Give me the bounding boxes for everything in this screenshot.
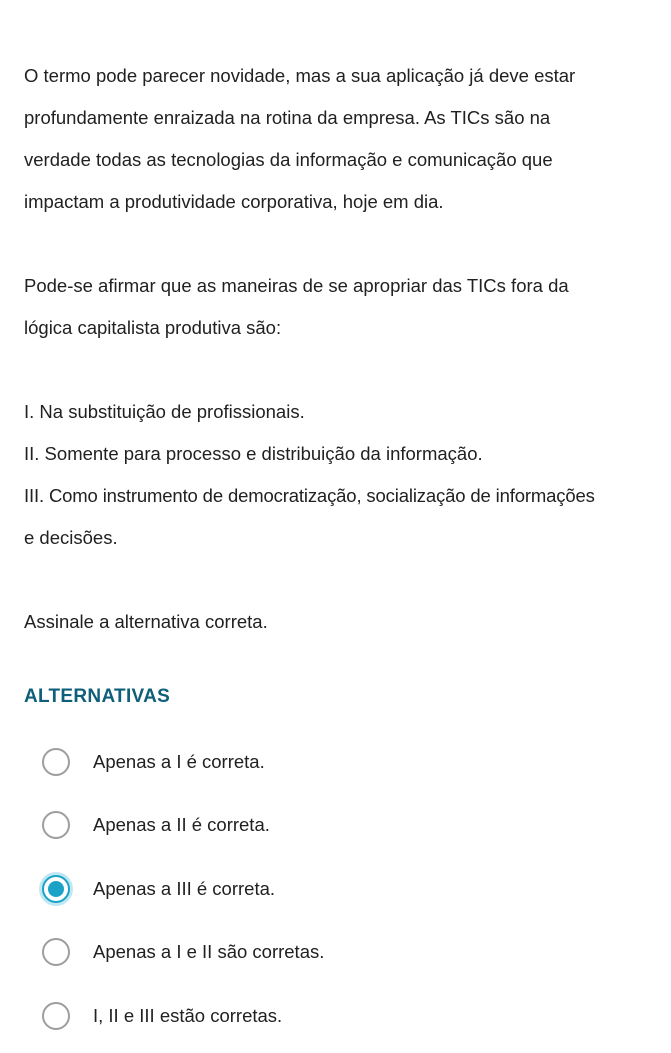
- radio-button[interactable]: [42, 811, 70, 839]
- question-line: Pode-se afirmar que as maneiras de se apropriar das TICs fora da: [24, 275, 569, 296]
- intro-line: verdade todas as tecnologias da informação e comunicação que: [24, 149, 553, 170]
- intro-line: impactam a produtividade corporativa, hoje em dia.: [24, 191, 444, 212]
- alternative-option-5[interactable]: [42, 984, 642, 1048]
- intro-line: profundamente enraizada na rotina da empresa. As TICs são na: [24, 107, 551, 128]
- radio-button[interactable]: [42, 938, 70, 966]
- statement-line: III. Como instrumento de democratização, socialização de informações: [24, 485, 595, 506]
- alternative-label: Apenas a I é correta.: [93, 750, 265, 772]
- radio-button[interactable]: [42, 1002, 70, 1030]
- statement-line: I. Na substituição de profissionais.: [24, 401, 305, 422]
- alternative-label: I, II e III estão corretas.: [93, 1004, 283, 1026]
- radio-button[interactable]: [42, 875, 70, 903]
- statement-line: II. Somente para processo e distribuição da informação.: [24, 443, 483, 464]
- alternative-option-4[interactable]: [42, 921, 642, 985]
- spacer: [24, 223, 664, 265]
- intro-line: O termo pode parecer novidade, mas a sua aplicação já deve estar: [24, 65, 576, 86]
- alternative-label: Apenas a II é correta.: [93, 814, 270, 836]
- spacer: [24, 559, 664, 601]
- instruction-text: Assinale a alternativa correta.: [24, 611, 268, 632]
- alternative-option-1[interactable]: [42, 730, 642, 794]
- spacer: [24, 349, 664, 391]
- alternative-option-2[interactable]: [42, 794, 642, 858]
- radio-dot-icon: [48, 881, 64, 897]
- alternatives-list: [42, 730, 642, 1048]
- radio-button[interactable]: [42, 748, 70, 776]
- alternatives-title: ALTERNATIVAS: [24, 686, 171, 707]
- question-body: [24, 55, 664, 643]
- question-line: lógica capitalista produtiva são:: [24, 317, 282, 338]
- alternative-label: Apenas a III é correta.: [93, 877, 276, 899]
- alternative-option-3[interactable]: [42, 857, 642, 921]
- statement-line: e decisões.: [24, 527, 118, 548]
- alternative-label: Apenas a I e II são corretas.: [93, 941, 325, 963]
